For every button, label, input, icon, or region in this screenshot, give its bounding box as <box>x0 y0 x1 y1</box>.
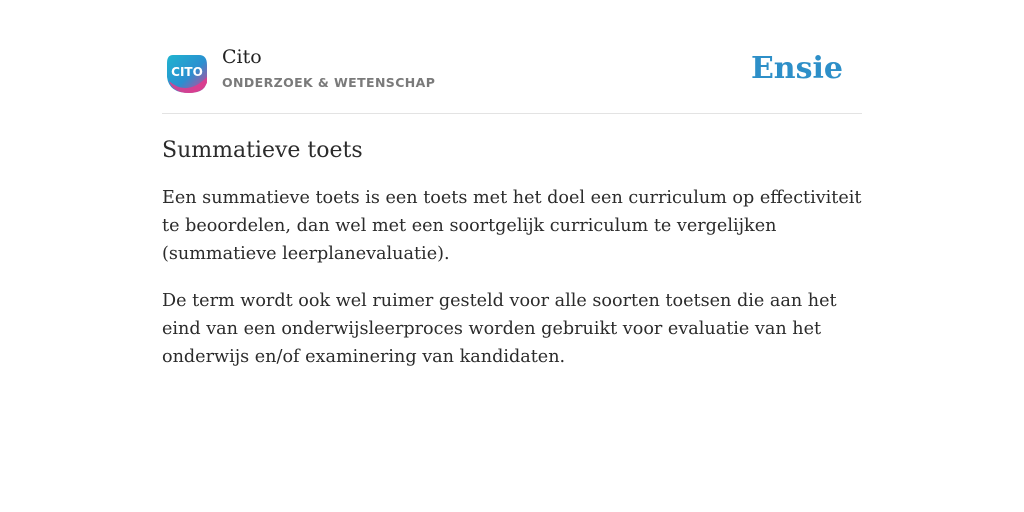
page-title: Summatieve toets <box>162 138 363 163</box>
definition-paragraph: Een summatieve toets is een toets met het doel een curriculum op effectiviteit te beoordelen, dan wel met een soortgelijk curriculum te vergelijken (summatieve leerplanevaluatie). <box>162 188 862 264</box>
definition-paragraph: De term wordt ook wel ruimer gesteld voor alle soorten toetsen die aan het eind van een onderwijsleerproces worden gebruikt voor evaluatie van het onderwijs en/of examinering van kandidaten. <box>162 291 837 367</box>
ensie-brand-link[interactable]: Ensie <box>750 51 843 86</box>
org-subtitle: ONDERZOEK & WETENSCHAP <box>222 75 436 90</box>
org-name[interactable]: Cito <box>222 46 262 68</box>
card-header <box>162 44 862 114</box>
definition-card <box>162 44 862 371</box>
cito-logo[interactable] <box>165 51 209 95</box>
logo-text: CITO <box>171 65 203 79</box>
